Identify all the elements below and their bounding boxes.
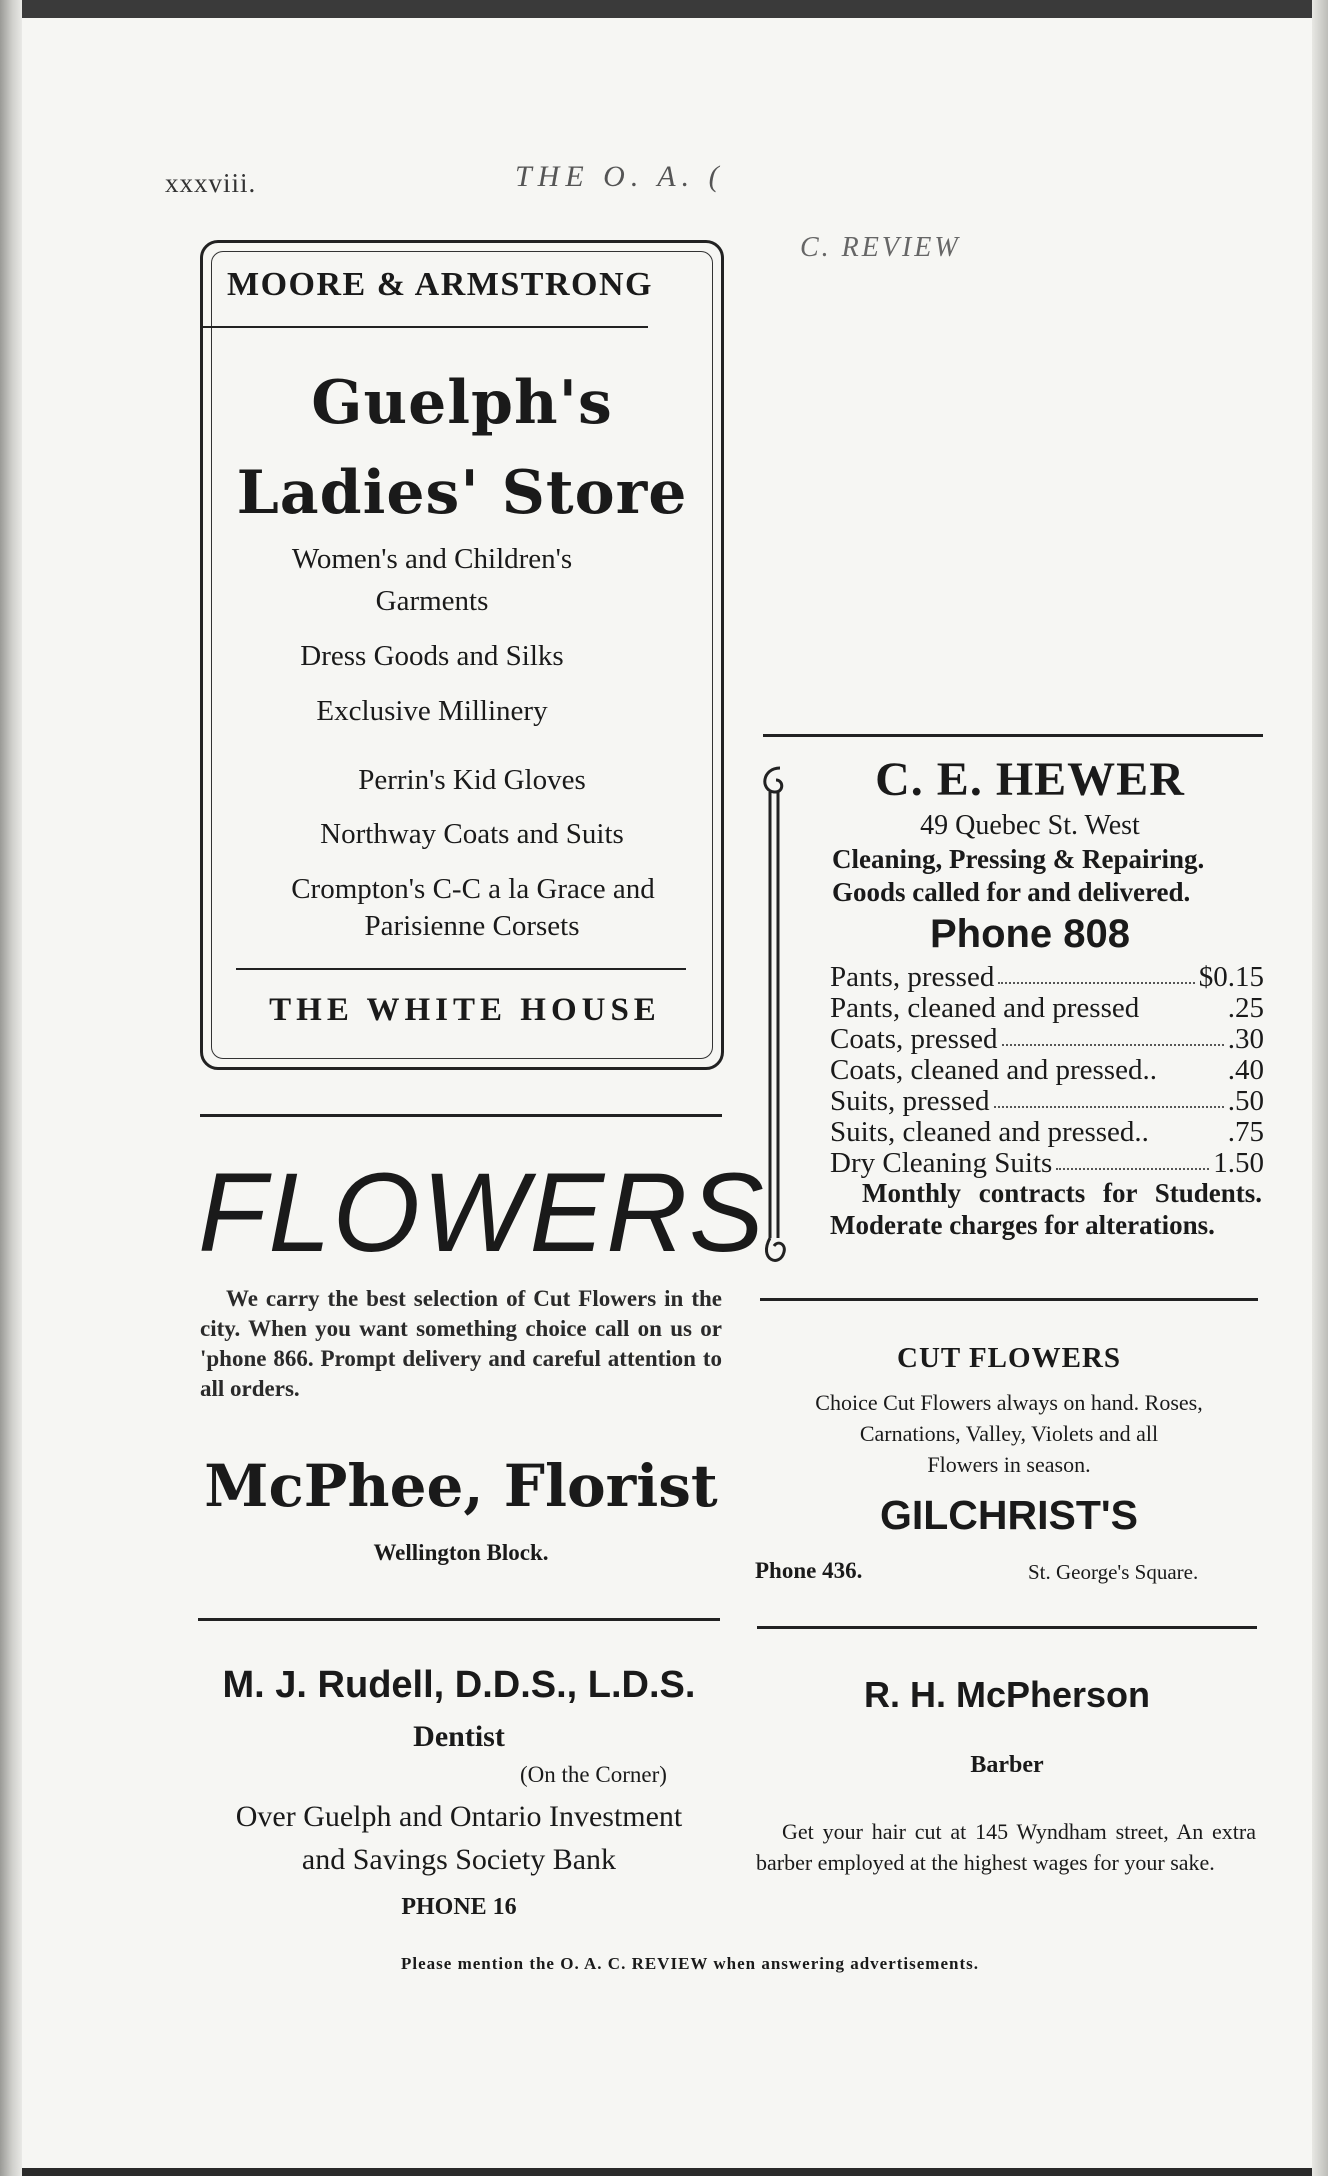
store-name-line2: Ladies' Store: [236, 458, 688, 528]
flowers-body: We carry the best selection of Cut Flowers in the city. When you want something choice call on us or 'phone 866. Prompt delivery and careful attention to all orders.: [200, 1286, 722, 1401]
hewer-rule-top: [763, 734, 1263, 737]
page-footer: Please mention the O. A. C. REVIEW when answering advertisements.: [401, 1954, 979, 1973]
moore-armstrong-rule-top: [202, 326, 648, 328]
price-value: .25: [1227, 992, 1264, 1024]
price-value: .75: [1227, 1116, 1264, 1148]
price-item: Coats, cleaned and pressed..: [830, 1054, 1157, 1086]
gilchrist-body-2: Carnations, Valley, Violets and all: [859, 1421, 1159, 1446]
hewer-name: C. E. HEWER: [875, 753, 1185, 806]
price-value: $0.15: [1198, 961, 1264, 993]
hewer-address: 49 Quebec St. West: [920, 810, 1140, 841]
price-row: [830, 1148, 1264, 1179]
price-value: .40: [1227, 1054, 1264, 1086]
scan-right-edge: [1312, 0, 1328, 2176]
mcpherson-rule-top: [757, 1626, 1257, 1629]
gilchrist-location: St. George's Square.: [1028, 1560, 1199, 1584]
mcphee-location: Wellington Block.: [373, 1540, 549, 1565]
gilchrist-body-1: Choice Cut Flowers always on hand. Roses,: [815, 1390, 1203, 1415]
ma-item-6: Northway Coats and Suits: [320, 818, 624, 850]
gilchrist-name: GILCHRIST'S: [879, 1492, 1139, 1538]
price-item: Suits, pressed: [830, 1085, 990, 1117]
flowers-rule-top: [200, 1114, 722, 1117]
price-item: Coats, pressed: [830, 1023, 998, 1055]
page-number: xxxviii.: [165, 168, 257, 198]
rudell-phone: PHONE 16: [401, 1894, 517, 1920]
gilchrist-rule-top: [760, 1298, 1258, 1301]
rudell-name: M. J. Rudell, D.D.S., L.D.S.: [222, 1664, 696, 1706]
price-value: .50: [1227, 1085, 1264, 1117]
scan-left-edge: [0, 0, 22, 2176]
journal-title-right: C. REVIEW: [800, 232, 961, 263]
hewer-service-2: Goods called for and delivered.: [832, 877, 1191, 907]
hewer-phone: Phone 808: [929, 912, 1131, 956]
price-value: .30: [1227, 1023, 1264, 1055]
price-row: [830, 962, 1264, 993]
price-item: Pants, pressed: [830, 961, 995, 993]
rudell-rule-top: [198, 1618, 720, 1621]
mcpherson-title: Barber: [970, 1752, 1044, 1778]
flowers-headline: FLOWERS: [198, 1150, 766, 1275]
gilchrist-body-3: Flowers in season.: [927, 1452, 1091, 1477]
price-value: 1.50: [1213, 1147, 1264, 1179]
ma-item-8: Parisienne Corsets: [364, 910, 580, 942]
ma-item-3: Dress Goods and Silks: [300, 640, 564, 672]
price-item: Dry Cleaning Suits: [830, 1147, 1053, 1179]
ma-item-1: Women's and Children's: [291, 543, 573, 575]
scan-top-edge: [0, 0, 1328, 18]
moore-armstrong-rule-bottom: [236, 968, 686, 970]
price-item: Pants, cleaned and pressed: [830, 992, 1140, 1024]
gilchrist-phone: Phone 436.: [755, 1558, 863, 1583]
cut-flowers-heading: CUT FLOWERS: [897, 1342, 1121, 1374]
price-row: [830, 993, 1264, 1024]
rudell-title: Dentist: [413, 1720, 505, 1753]
mcpherson-body: Get your hair cut at 145 Wyndham street, An extra barber employed at the highest wages for your sake.: [756, 1819, 1256, 1875]
ma-item-2: Garments: [375, 585, 489, 617]
ma-item-5: Perrin's Kid Gloves: [358, 764, 586, 796]
price-row: [830, 1024, 1264, 1055]
moore-armstrong-name: MOORE & ARMSTRONG: [227, 266, 653, 303]
ma-item-4: Exclusive Millinery: [316, 695, 548, 727]
price-row: [830, 1117, 1264, 1148]
rudell-corner: (On the Corner): [520, 1762, 667, 1787]
mcpherson-name: R. H. McPherson: [863, 1674, 1151, 1715]
hewer-service-1: Cleaning, Pressing & Repairing.: [832, 844, 1205, 874]
hewer-note: Monthly contracts for Students. Moderate charges for alterations.: [830, 1178, 1262, 1240]
journal-title-left: THE O. A. (: [515, 160, 725, 193]
rudell-address-1: Over Guelph and Ontario Investment: [235, 1800, 683, 1833]
hewer-price-list: [830, 962, 1264, 1179]
white-house-name: THE WHITE HOUSE: [269, 992, 661, 1028]
price-row: [830, 1055, 1264, 1086]
price-row: [830, 1086, 1264, 1117]
ma-item-7: Crompton's C-C a la Grace and: [291, 873, 655, 905]
rudell-address-2: and Savings Society Bank: [301, 1843, 617, 1876]
price-item: Suits, cleaned and pressed..: [830, 1116, 1149, 1148]
mcphee-florist-name: McPhee, Florist: [204, 1452, 718, 1520]
store-name-line1: Guelph's: [311, 368, 613, 438]
